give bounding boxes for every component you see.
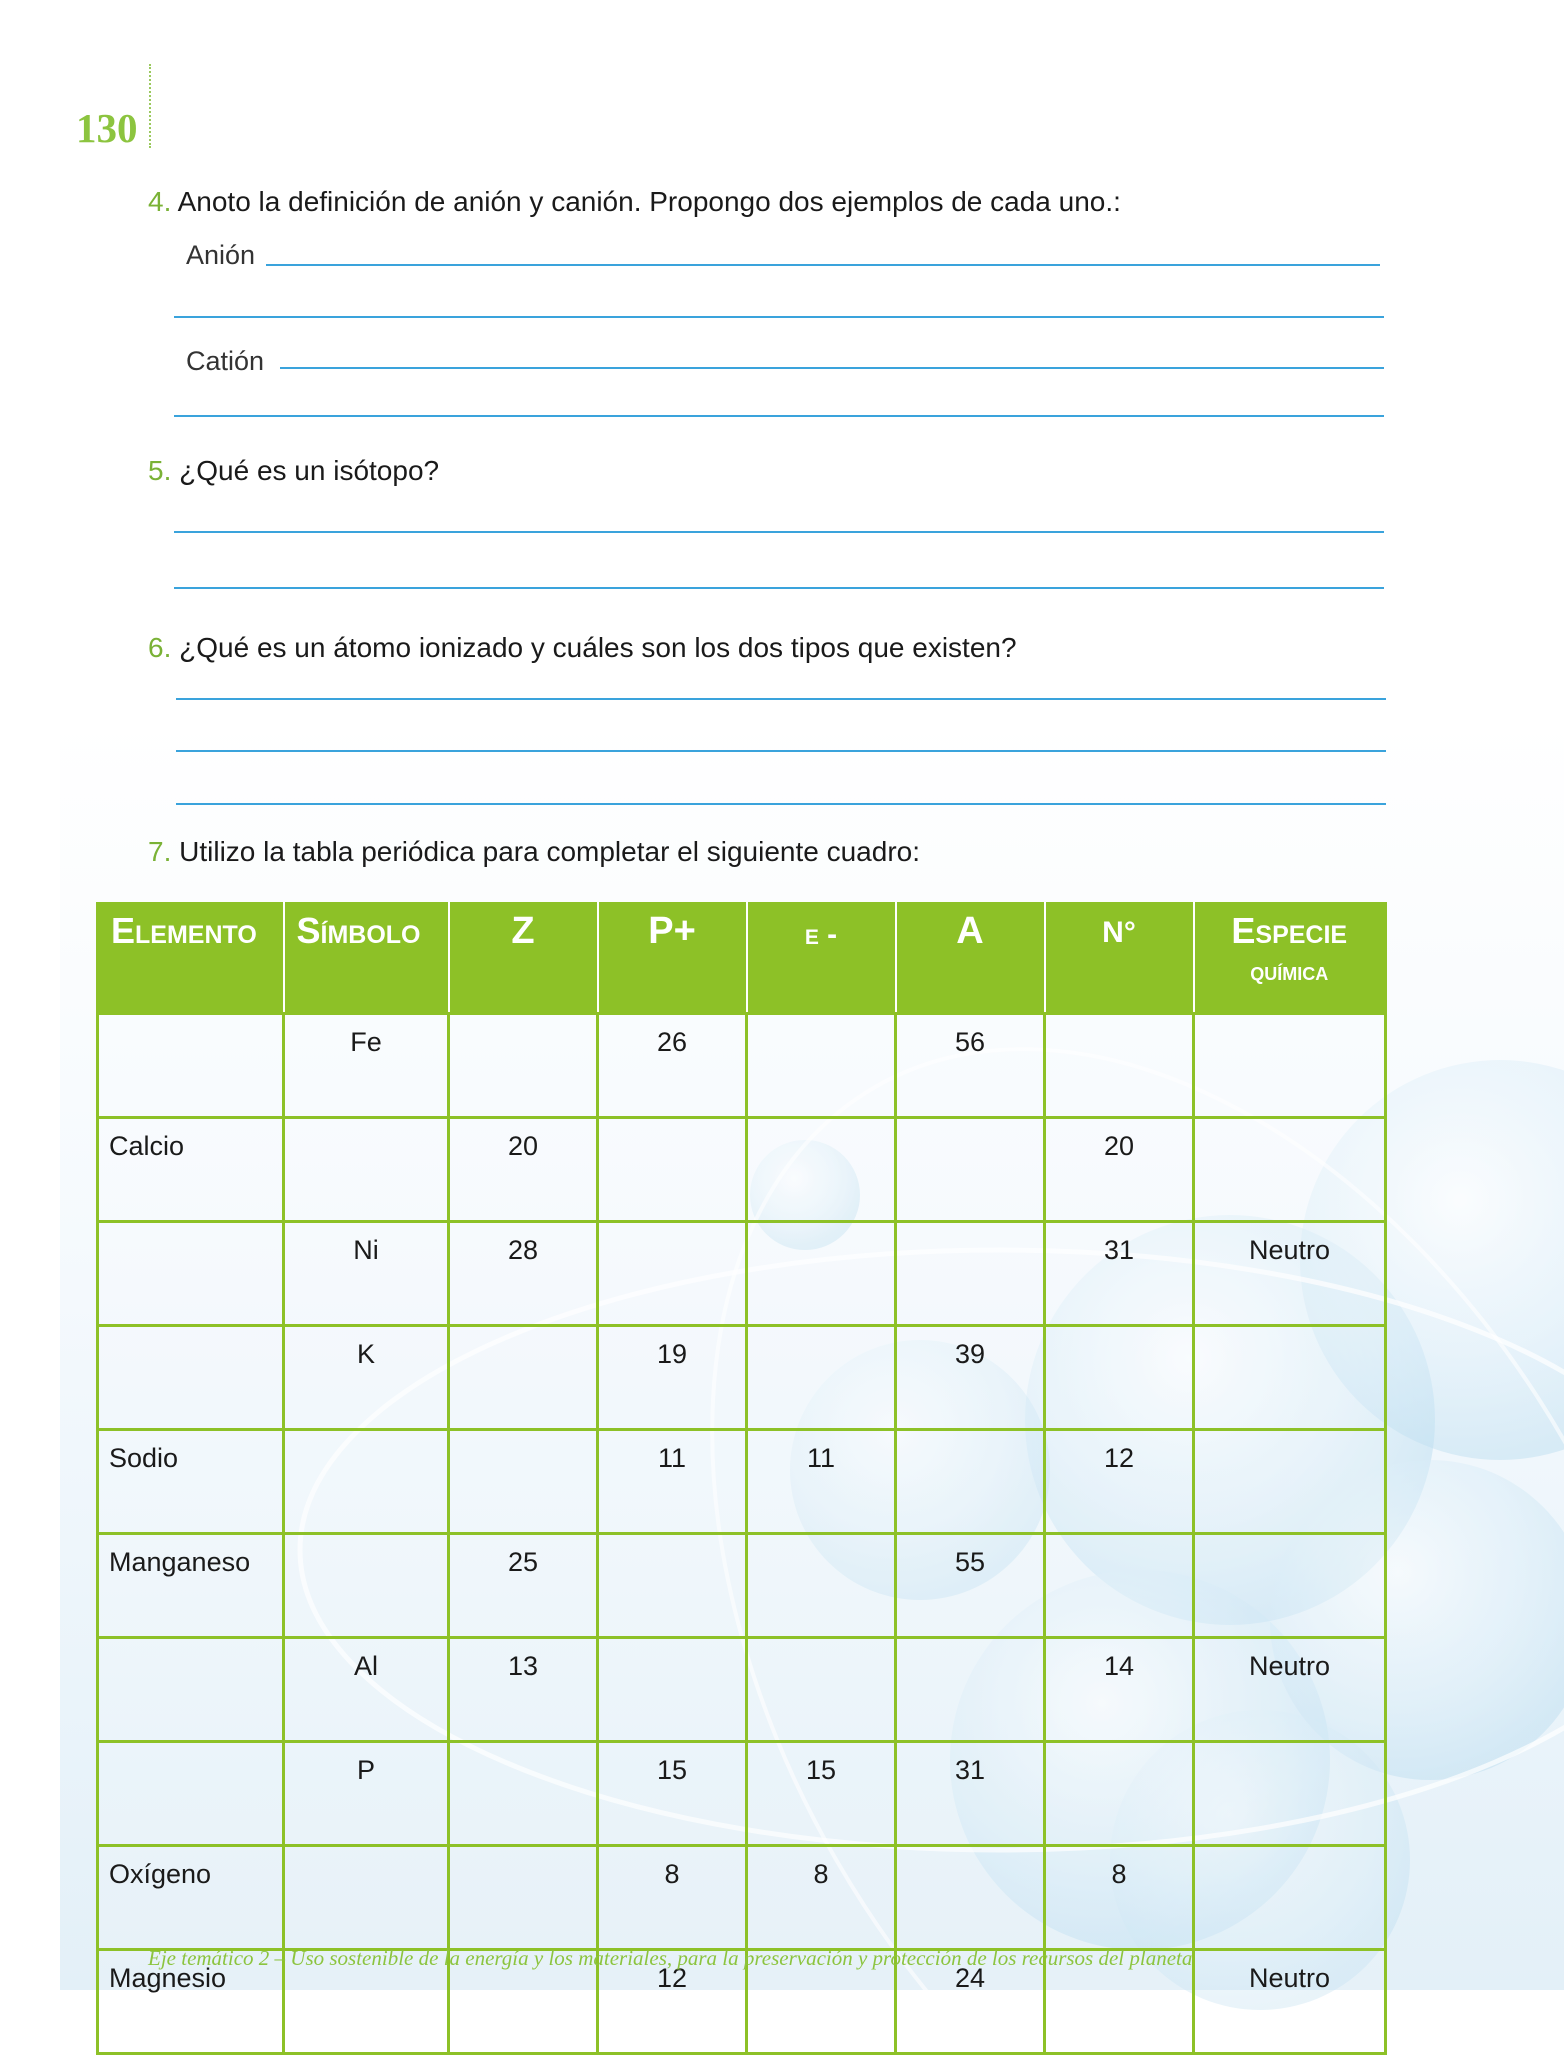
cell-a[interactable]: [896, 1430, 1045, 1534]
question-6-answer-line-2[interactable]: [176, 750, 1386, 752]
table-body: [98, 1014, 1386, 2054]
cell-z[interactable]: 20: [449, 1118, 598, 1222]
cell-e[interactable]: 15: [747, 1742, 896, 1846]
header-p: P+: [598, 902, 747, 1014]
header-especie-line2: química: [1250, 956, 1329, 986]
question-6-answer-line-3[interactable]: [176, 803, 1386, 805]
cell-simbolo[interactable]: K: [284, 1326, 449, 1430]
cell-especie[interactable]: Neutro: [1194, 1950, 1386, 2054]
question-5-answer-line-2[interactable]: [174, 587, 1384, 589]
cell-p[interactable]: 12: [598, 1950, 747, 2054]
header-especie-line1: Especie: [1231, 910, 1348, 951]
cell-simbolo[interactable]: P: [284, 1742, 449, 1846]
cell-n[interactable]: 14: [1045, 1638, 1194, 1742]
table-row: [98, 1638, 1386, 1742]
question-4: [148, 186, 1121, 218]
cell-p[interactable]: 11: [598, 1430, 747, 1534]
cell-elemento[interactable]: [98, 1326, 284, 1430]
header-especie: [1194, 902, 1386, 1014]
cell-simbolo[interactable]: Fe: [284, 1014, 449, 1118]
cation-answer-line-1[interactable]: [280, 367, 1384, 369]
question-6-text: ¿Qué es un átomo ionizado y cuáles son los dos tipos que existen?: [179, 632, 1017, 663]
cell-z[interactable]: [449, 1430, 598, 1534]
cell-simbolo[interactable]: [284, 1430, 449, 1534]
cell-n[interactable]: 12: [1045, 1430, 1194, 1534]
table-row: [98, 1742, 1386, 1846]
cell-especie[interactable]: Neutro: [1194, 1638, 1386, 1742]
cell-p[interactable]: [598, 1638, 747, 1742]
header-simbolo: Símbolo: [284, 902, 449, 1014]
cell-especie[interactable]: [1194, 1742, 1386, 1846]
cation-label: Catión: [186, 346, 265, 376]
header-a: A: [896, 902, 1045, 1014]
question-5-text: ¿Qué es un isótopo?: [179, 455, 440, 486]
cell-a[interactable]: 56: [896, 1014, 1045, 1118]
cell-e[interactable]: [747, 1534, 896, 1638]
page-number: 130: [76, 105, 138, 151]
question-7: [148, 836, 920, 868]
cell-a[interactable]: [896, 1846, 1045, 1950]
cell-especie[interactable]: Neutro: [1194, 1222, 1386, 1326]
cell-p[interactable]: [598, 1534, 747, 1638]
cell-n[interactable]: [1045, 1742, 1194, 1846]
cell-z[interactable]: [449, 1846, 598, 1950]
question-7-text: Utilizo la tabla periódica para completar el siguiente cuadro:: [179, 836, 920, 867]
question-6: [148, 632, 1017, 664]
cell-elemento[interactable]: [98, 1638, 284, 1742]
table-header-row: [98, 902, 1386, 1014]
table-row: [98, 1014, 1386, 1118]
question-5: [148, 455, 439, 487]
cell-especie[interactable]: [1194, 1118, 1386, 1222]
cell-z[interactable]: [449, 1014, 598, 1118]
cell-a[interactable]: 55: [896, 1534, 1045, 1638]
cell-a[interactable]: [896, 1638, 1045, 1742]
question-4-text: Anoto la definición de anión y canión. Propongo dos ejemplos de cada uno.:: [177, 186, 1121, 217]
cation-answer-line-2[interactable]: [174, 415, 1384, 417]
cell-especie[interactable]: [1194, 1430, 1386, 1534]
anion-answer-line-2[interactable]: [174, 316, 1384, 318]
cell-elemento[interactable]: Calcio: [98, 1118, 284, 1222]
cell-z[interactable]: [449, 1326, 598, 1430]
cell-e[interactable]: 8: [747, 1846, 896, 1950]
cell-elemento[interactable]: [98, 1222, 284, 1326]
cell-a[interactable]: 24: [896, 1950, 1045, 2054]
cell-n[interactable]: [1045, 1014, 1194, 1118]
cell-elemento[interactable]: Oxígeno: [98, 1846, 284, 1950]
cell-n[interactable]: 8: [1045, 1846, 1194, 1950]
question-5-number: 5.: [148, 455, 172, 486]
cell-p[interactable]: 26: [598, 1014, 747, 1118]
table-row: [98, 1222, 1386, 1326]
cell-simbolo[interactable]: [284, 1846, 449, 1950]
cell-elemento[interactable]: Magnesio: [98, 1950, 284, 2054]
cell-p[interactable]: 15: [598, 1742, 747, 1846]
cell-especie[interactable]: [1194, 1534, 1386, 1638]
cell-p[interactable]: [598, 1222, 747, 1326]
question-7-number: 7.: [148, 836, 172, 867]
header-elemento: Elemento: [98, 902, 284, 1014]
cell-z[interactable]: [449, 1742, 598, 1846]
table-row: [98, 1534, 1386, 1638]
header-e: e -: [747, 902, 896, 1014]
page-number-rule: [149, 64, 151, 148]
table-row: [98, 1430, 1386, 1534]
cell-simbolo[interactable]: [284, 1534, 449, 1638]
cell-e[interactable]: 11: [747, 1430, 896, 1534]
cell-a[interactable]: 31: [896, 1742, 1045, 1846]
anion-label: Anión: [186, 240, 256, 270]
cell-elemento[interactable]: [98, 1014, 284, 1118]
cell-elemento[interactable]: Manganeso: [98, 1534, 284, 1638]
table-row: [98, 1118, 1386, 1222]
cell-a[interactable]: [896, 1118, 1045, 1222]
cell-e[interactable]: [747, 1014, 896, 1118]
cell-a[interactable]: [896, 1222, 1045, 1326]
cell-n[interactable]: [1045, 1326, 1194, 1430]
anion-answer-line-1[interactable]: [266, 264, 1380, 266]
cell-n[interactable]: 20: [1045, 1118, 1194, 1222]
cell-a[interactable]: 39: [896, 1326, 1045, 1430]
cell-elemento[interactable]: [98, 1742, 284, 1846]
cell-e[interactable]: [747, 1638, 896, 1742]
cell-especie[interactable]: [1194, 1014, 1386, 1118]
cell-e[interactable]: [747, 1118, 896, 1222]
table-row: [98, 1326, 1386, 1430]
question-4-number: 4.: [148, 186, 172, 217]
cell-especie[interactable]: [1194, 1326, 1386, 1430]
cell-elemento[interactable]: Sodio: [98, 1430, 284, 1534]
cell-n[interactable]: [1045, 1534, 1194, 1638]
question-5-answer-line-1[interactable]: [174, 531, 1384, 533]
question-6-number: 6.: [148, 632, 172, 663]
cell-n[interactable]: 31: [1045, 1222, 1194, 1326]
cell-p[interactable]: 8: [598, 1846, 747, 1950]
table-row: [98, 1846, 1386, 1950]
cell-e[interactable]: [747, 1326, 896, 1430]
cell-p[interactable]: 19: [598, 1326, 747, 1430]
cell-simbolo[interactable]: Al: [284, 1638, 449, 1742]
header-n: N°: [1045, 902, 1194, 1014]
element-table: [96, 902, 1387, 2055]
cell-especie[interactable]: [1194, 1846, 1386, 1950]
cell-p[interactable]: [598, 1118, 747, 1222]
cell-simbolo[interactable]: Ni: [284, 1222, 449, 1326]
question-6-answer-line-1[interactable]: [176, 698, 1386, 700]
cell-z[interactable]: 28: [449, 1222, 598, 1326]
cell-simbolo[interactable]: [284, 1118, 449, 1222]
header-z: Z: [449, 902, 598, 1014]
cell-e[interactable]: [747, 1222, 896, 1326]
footer-caption: Eje temático 2 – Uso sostenible de la energía y los materiales, para la preservación y protección de los recursos del planeta: [148, 1946, 1193, 1970]
cell-z[interactable]: 25: [449, 1534, 598, 1638]
cell-z[interactable]: 13: [449, 1638, 598, 1742]
